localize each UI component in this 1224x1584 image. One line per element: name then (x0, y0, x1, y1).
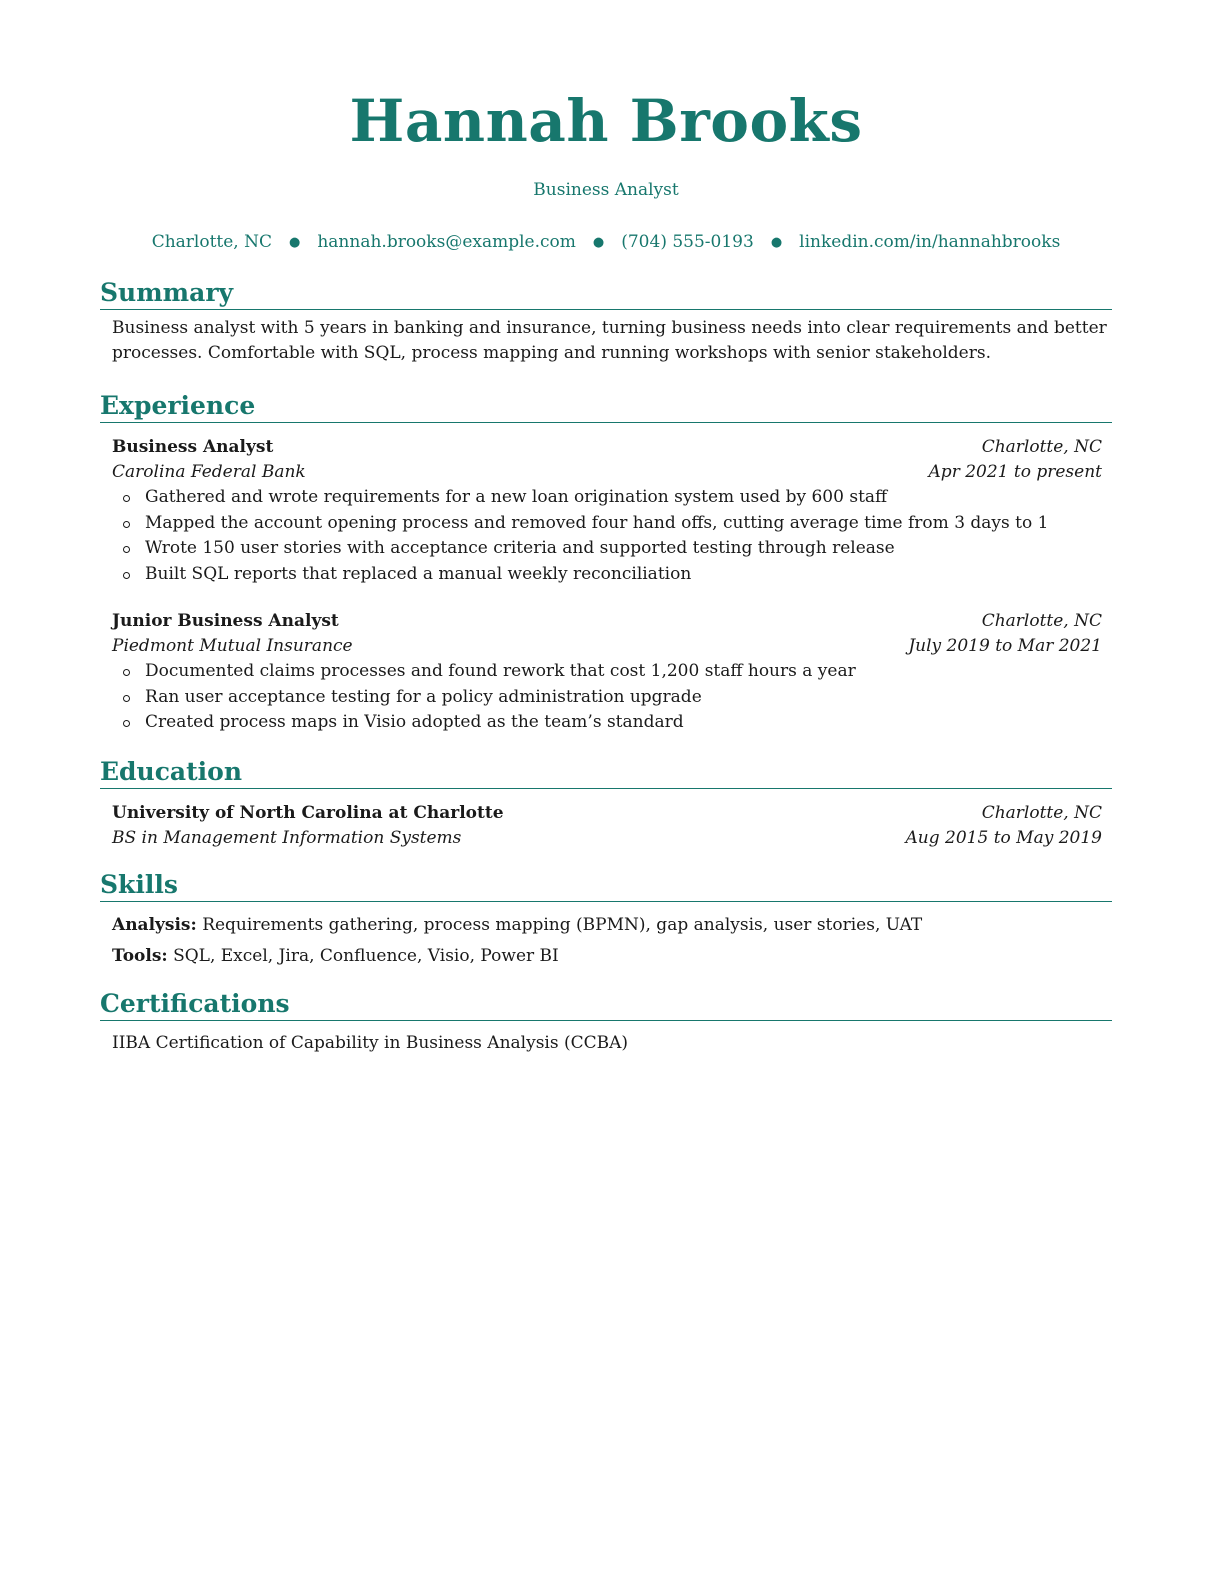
contact-location: Charlotte, NC (151, 232, 272, 252)
job-entry (100, 435, 1112, 587)
skill-text: SQL, Excel, Jira, Confluence, Visio, Power BI (173, 946, 559, 966)
candidate-title: Business Analyst (533, 180, 679, 200)
job-company: Carolina Federal Bank (112, 462, 306, 482)
job-subheader-row (112, 634, 1102, 659)
skill-text: Requirements gathering, process mapping (BPMN), gap analysis, user stories, UAT (202, 915, 923, 935)
certification-item: IIBA Certification of Capability in Business Analysis (CCBA) (112, 1033, 629, 1053)
skill-label: Analysis: (112, 915, 197, 935)
contact-email[interactable]: hannah.brooks@example.com (317, 232, 576, 252)
summary-text: Business analyst with 5 years in banking and insurance, turning business needs into clear requirements and better processes. Comfortable with SQL, process mapping and running workshops with senior stakeholders. (112, 318, 1107, 363)
bullet-separator: ● (289, 235, 301, 250)
resume-header (100, 0, 1112, 255)
job-dates: Apr 2021 to present (928, 462, 1102, 482)
section-heading: Experience (100, 391, 1112, 423)
section-heading: Certifications (100, 989, 1112, 1021)
contact-linkedin[interactable]: linkedin.com/in/hannahbrooks (799, 232, 1061, 252)
contact-phone[interactable]: (704) 555-0193 (621, 232, 754, 252)
list-item: Ran user acceptance testing for a policy administration upgrade (145, 685, 1102, 711)
school-name: University of North Carolina at Charlotte (112, 803, 504, 823)
certifications-section (100, 989, 1112, 1056)
list-item: Wrote 150 user stories with acceptance criteria and supported testing through release (145, 536, 1102, 562)
list-item: Built SQL reports that replaced a manual weekly reconciliation (145, 562, 1102, 588)
job-subheader-row (112, 460, 1102, 485)
education-section (100, 757, 1112, 851)
list-item: Documented claims processes and found rework that cost 1,200 staff hours a year (145, 659, 1102, 685)
job-bullets (112, 659, 1102, 736)
bullet-separator: ● (592, 235, 605, 250)
job-header-row (112, 435, 1102, 460)
list-item: Created process maps in Visio adopted as the team’s standard (145, 710, 1102, 736)
skills-section (100, 870, 1112, 972)
section-heading: Skills (100, 870, 1112, 902)
education-subheader-row (112, 826, 1102, 851)
job-location: Charlotte, NC (981, 437, 1102, 457)
experience-section (100, 391, 1112, 736)
education-entry (100, 801, 1112, 851)
education-header-row (112, 801, 1102, 826)
job-dates: July 2019 to Mar 2021 (908, 636, 1102, 656)
bullet-separator: ● (770, 235, 783, 250)
section-heading: Summary (100, 278, 1112, 310)
education-dates: Aug 2015 to May 2019 (905, 828, 1102, 848)
job-header-row (112, 609, 1102, 634)
skill-line (100, 941, 1112, 972)
job-company: Piedmont Mutual Insurance (112, 636, 353, 656)
job-role: Business Analyst (112, 437, 274, 457)
resume-page (100, 0, 1112, 1053)
job-entry (100, 609, 1112, 736)
section-heading: Education (100, 757, 1112, 789)
skill-label: Tools: (112, 946, 168, 966)
school-location: Charlotte, NC (981, 803, 1102, 823)
list-item: Mapped the account opening process and removed four hand offs, cutting average time from 3 days to 1 (145, 511, 1102, 537)
contact-line (100, 231, 1112, 255)
job-bullets (112, 485, 1102, 587)
degree: BS in Management Information Systems (112, 828, 462, 848)
candidate-name: Hannah Brooks (349, 87, 863, 155)
job-role: Junior Business Analyst (112, 611, 339, 631)
summary-section (100, 278, 1112, 366)
list-item: Gathered and wrote requirements for a new loan origination system used by 600 staff (145, 485, 1102, 511)
skill-line (100, 910, 1112, 941)
job-location: Charlotte, NC (981, 611, 1102, 631)
